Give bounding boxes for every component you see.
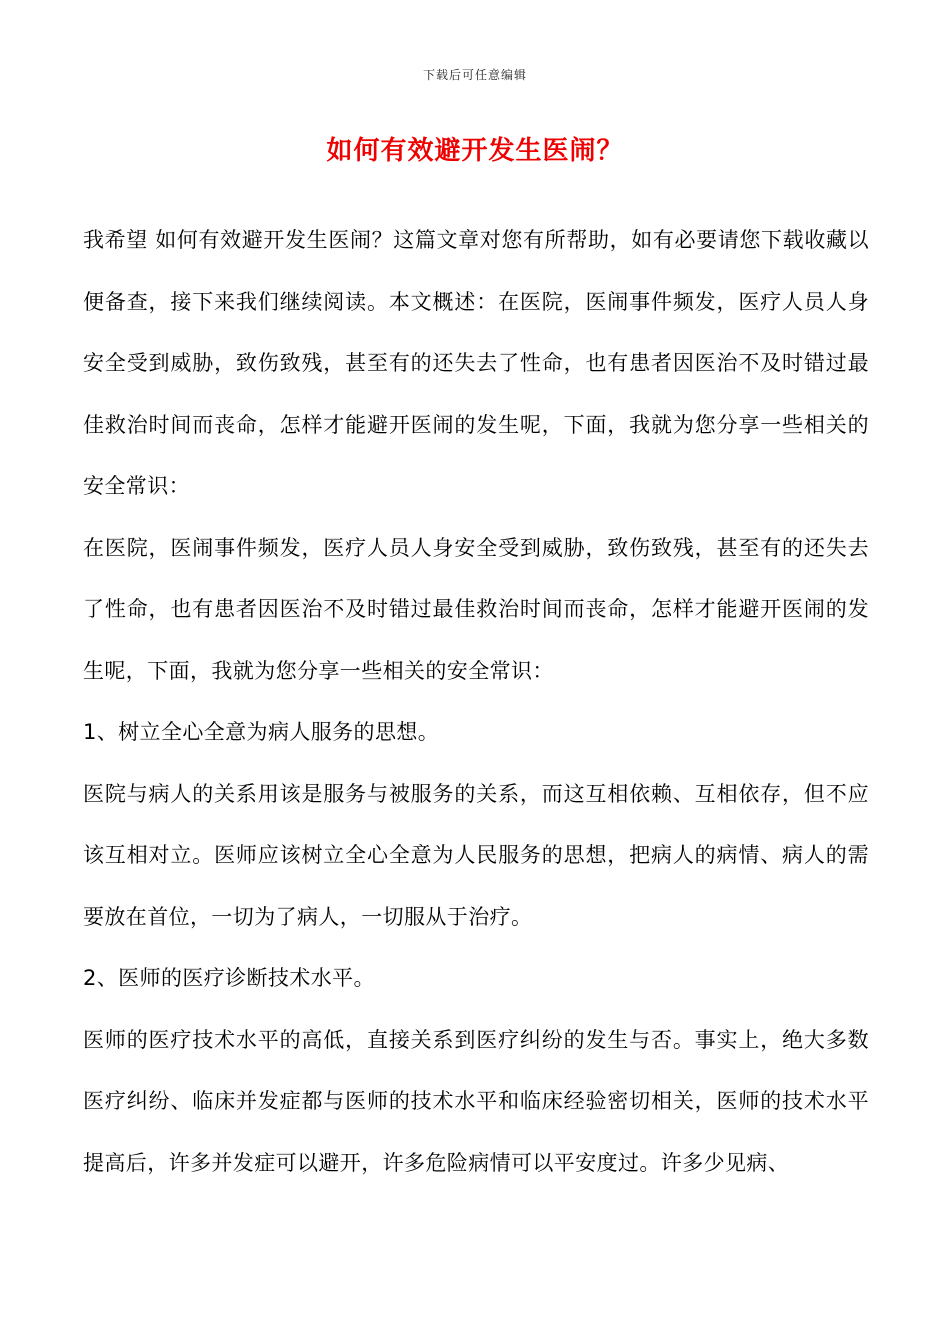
- section-heading-1: 1、树立全心全意为病人服务的思想。: [83, 720, 440, 744]
- header-note: 下载后可任意编辑: [422, 68, 527, 82]
- section-heading-2: 2、医师的医疗诊断技术水平。: [83, 966, 375, 990]
- document-title: 如何有效避开发生医闹？: [326, 136, 624, 166]
- paragraph-section-1: 医院与病人的关系用该是服务与被服务的关系，而这互相依赖、互相依存，但不应该互相对立。医师应该树立全心全意为人民服务的思想，把病人的病情、病人的需要放在首位，一切为了病人，一切服从于治疗。: [83, 781, 869, 929]
- paragraph-intro: 我希望 如何有效避开发生医闹？这篇文章对您有所帮助，如有必要请您下载收藏以便备查，接下来我们继续阅读。本文概述：在医院，医闹事件频发，医疗人员人身安全受到威胁，致伤致残，甚至有的还失去了性命，也有患者因医治不及时错过最佳救治时间而丧命，怎样才能避开医闹的发生呢，下面，我就为您分享一些相关的安全常识：: [83, 228, 869, 498]
- document-body: [83, 210, 869, 1194]
- paragraph-context: 在医院，医闹事件频发，医疗人员人身安全受到威胁，致伤致残，甚至有的还失去了性命，也有患者因医治不及时错过最佳救治时间而丧命，怎样才能避开医闹的发生呢，下面，我就为您分享一些相关的安全常识：: [83, 535, 869, 683]
- paragraph-section-2: 医师的医疗技术水平的高低，直接关系到医疗纠纷的发生与否。事实上，绝大多数医疗纠纷、临床并发症都与医师的技术水平和临床经验密切相关，医师的技术水平提高后，许多并发症可以避开，许多危险病情可以平安度过。许多少见病、: [83, 1027, 869, 1175]
